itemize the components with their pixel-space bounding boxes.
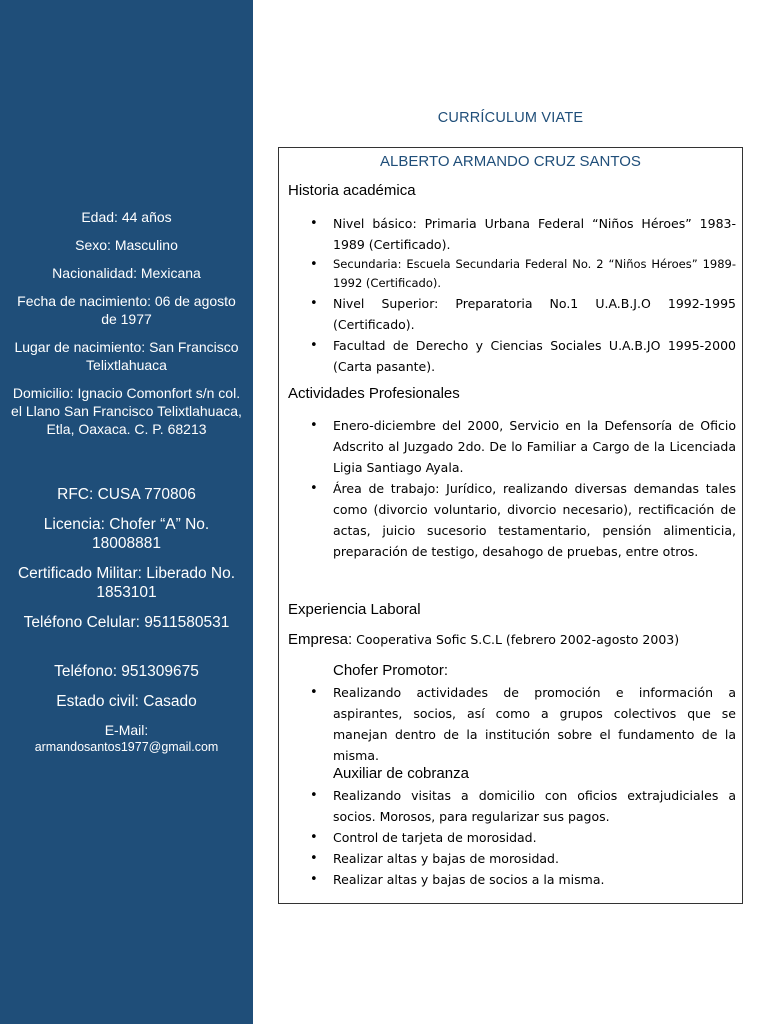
empresa-value: Cooperativa Sofic S.C.L (febrero 2002-agosto 2003) <box>352 632 680 647</box>
sidebar-lugar-nacimiento: Lugar de nacimiento: San Francisco Telixtlahuaca <box>14 339 239 373</box>
empresa-label: Empresa: <box>288 631 353 648</box>
bullet-icon: • <box>310 851 318 866</box>
sidebar-certificado-militar: Certificado Militar: Liberado No. 1853101 <box>17 565 236 601</box>
sidebar-fecha-nacimiento: Fecha de nacimiento: 06 de agosto de 1977 <box>17 293 236 327</box>
bullet-icon: • <box>310 257 318 272</box>
bullet-icon: • <box>310 830 318 845</box>
subheading-chofer: Chofer Promotor: <box>333 662 449 679</box>
section-heading-experiencia: Experiencia Laboral <box>288 601 421 618</box>
actividades-list <box>279 415 736 562</box>
empresa-line <box>288 631 679 648</box>
list-item: • Nivel Superior: Preparatoria No.1 U.A.B.J.O 1992-1995 (Certificado). <box>279 293 736 335</box>
bullet-icon: • <box>310 685 318 700</box>
bullet-icon: • <box>310 338 318 353</box>
auxiliar-list <box>279 785 736 890</box>
list-item: • Control de tarjeta de morosidad. <box>279 827 736 848</box>
section-heading-historia: Historia académica <box>288 182 416 199</box>
list-item: • Secundaria: Escuela Secundaria Federal No. 2 “Niños Héroes” 1989-1992 (Certificado). <box>310 257 736 290</box>
list-item: • Enero-diciembre del 2000, Servicio en la Defensoría de Oficio Adscrito al Juzgado 2do. De lo Familiar a Cargo de la Licenciada Ligia Santiago Ayala. <box>279 415 736 478</box>
sidebar-domicilio: Domicilio: Ignacio Comonfort s/n col. el Llano San Francisco Telixtlahuaca, Etla, Oaxaca. C. P. 68213 <box>11 385 242 437</box>
list-item: • Realizando actividades de promoción e información a aspirantes, socios, así como a grupos colectivos que se manejan dentro de la institución sobre el fundamento de la misma. <box>279 682 736 766</box>
sidebar-nacionalidad: Nacionalidad: Mexicana <box>52 265 201 281</box>
list-item: • Realizando visitas a domicilio con oficios extrajudiciales a socios. Morosos, para regularizar sus pagos. <box>279 785 736 827</box>
list-item: • Realizar altas y bajas de morosidad. <box>279 848 736 869</box>
bullet-icon: • <box>310 872 318 887</box>
sidebar-licencia: Licencia: Chofer “A” No. 18008881 <box>43 516 210 552</box>
sidebar-telefono: Teléfono: 951309675 <box>54 663 199 680</box>
sidebar-sexo: Sexo: Masculino <box>75 237 178 253</box>
page-title: CURRÍCULUM VIATE <box>437 110 584 126</box>
cv-content-box <box>278 147 743 904</box>
sidebar-estado-civil: Estado civil: Casado <box>56 693 197 710</box>
bullet-icon: • <box>310 296 318 311</box>
list-item: • Nivel básico: Primaria Urbana Federal “Niños Héroes” 1983-1989 (Certificado). <box>279 213 736 255</box>
list-item: • Área de trabajo: Jurídico, realizando diversas demandas tales como (divorcio voluntario, divorcio necesario), rectificación de actas, juicio sucesorio testamentario, pensión alimenticia, preparación de testigo, desahogo de pruebas, entre otros. <box>279 478 736 562</box>
bullet-icon: • <box>310 481 318 496</box>
section-heading-actividades: Actividades Profesionales <box>288 385 460 402</box>
sidebar-telefono-celular: Teléfono Celular: 9511580531 <box>23 614 230 631</box>
list-item: • Facultad de Derecho y Ciencias Sociales U.A.B.JO 1995-2000 (Carta pasante). <box>279 335 736 377</box>
list-item: • Realizar altas y bajas de socios a la misma. <box>279 869 736 890</box>
bullet-icon: • <box>310 216 318 231</box>
sidebar-edad: Edad: 44 años <box>81 209 172 225</box>
subheading-auxiliar: Auxiliar de cobranza <box>333 765 469 782</box>
person-name: ALBERTO ARMANDO CRUZ SANTOS <box>380 153 641 170</box>
chofer-list <box>279 682 736 766</box>
historia-list <box>279 213 736 377</box>
sidebar-rfc: RFC: CUSA 770806 <box>57 486 196 503</box>
sidebar <box>0 0 253 1024</box>
sidebar-email-label: E-Mail: <box>104 722 149 738</box>
bullet-icon: • <box>310 788 318 803</box>
sidebar-email[interactable]: armandosantos1977@gmail.com <box>34 740 219 754</box>
bullet-icon: • <box>310 418 318 433</box>
